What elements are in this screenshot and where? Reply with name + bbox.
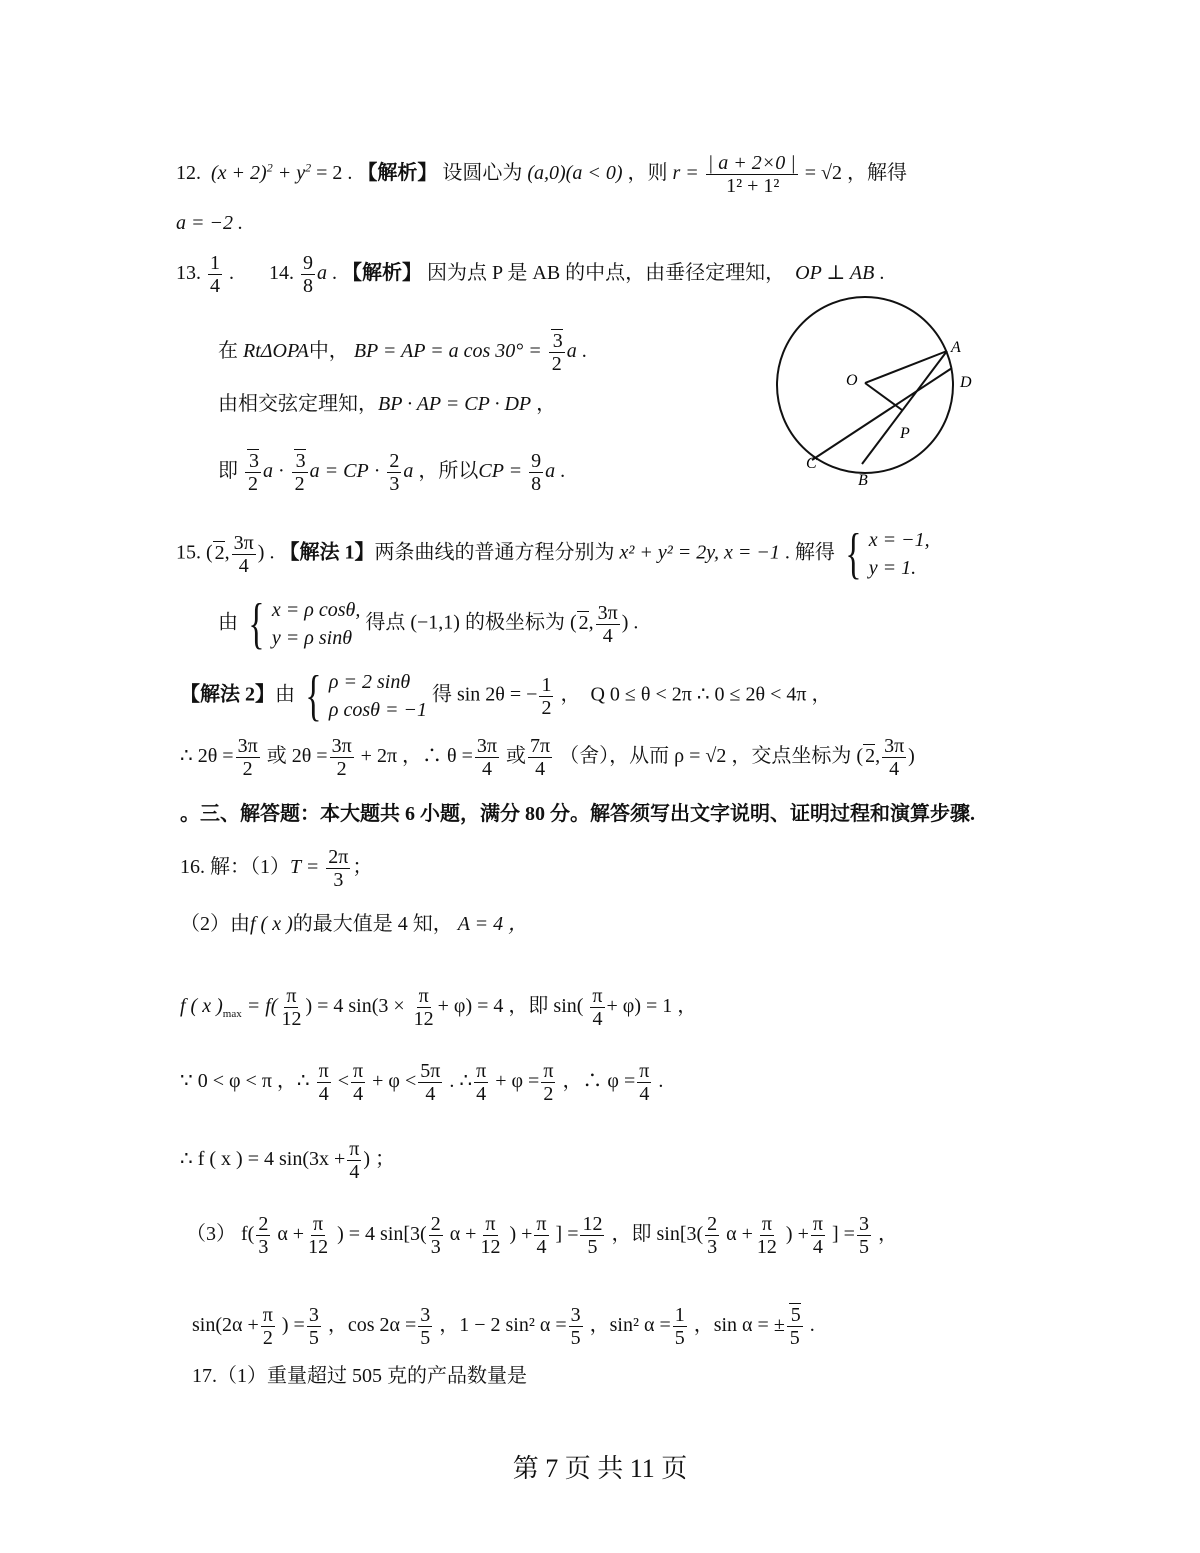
fraction-14: $\frac{9}{8}$ xyxy=(303,252,313,297)
eq-12: $(x + 2)^2 + y^2$ xyxy=(211,160,312,185)
answer-15-line4: ∴ 2θ = $\frac{3\pi}{2}$ 或 2θ = $\frac{3\pi}{2}$ + 2π ，∴ θ = $\frac{3\pi}{4}$ 或 $\frac{7\pi}{4}$ （舍），从而 ρ = √2 ，交点坐标为 ( 2, $\frac{3\pi}{4}$ ) xyxy=(180,735,915,780)
answer-17: 17.（1）重量超过 505 克的产品数量是 xyxy=(192,1365,527,1387)
fraction-13: $\frac{1}{4}$ xyxy=(210,252,220,297)
answer-16-part2: （2）由f ( x )的最大值是 4 知， A = 4 ， xyxy=(180,913,529,935)
answer-16-line5: ∴ f ( x ) = 4 sin(3x + $\frac{\pi}{4}$ ) ； xyxy=(180,1138,396,1183)
segment-op xyxy=(865,383,902,410)
answer-14-line3: 即 $\frac{3}{2}$ a · $\frac{3}{2}$ a = CP · $\frac{2}{3}$ a ，所以CP = $\frac{9}{8}$ a . xyxy=(218,450,566,495)
answer-16-line3: f ( x )$_{max} = f$( $\frac{\pi}{12}$ ) = 4 sin(3 × $\frac{\pi}{12}$ + φ) = 4 ，即 sin( $\frac{\pi}{4}$ + φ) = 1 ， xyxy=(180,985,698,1030)
answer-14-line1: 在 RtΔOPA中， BP = AP = a cos 30° = $\frac{3}{2}$ a . xyxy=(218,330,587,375)
page-footer: 第 7 页 共 11 页 xyxy=(512,1454,688,1483)
circle-diagram xyxy=(770,290,1000,490)
section-3-heading: 。三、解答题：本大题共 6 小题，满分 80 分。解答须写出文字说明、证明过程和演算步骤. xyxy=(180,803,975,825)
answer-16-line4: ∵ 0 < φ < π ，∴ $\frac{\pi}{4}$ < $\frac{\pi}{4}$ + φ < $\frac{5\pi}{4}$ . ∴ $\frac{\pi}{4}$ + φ = $\frac{\pi}{2}$ ，∴ φ = $\frac{\pi}{4}$ . xyxy=(180,1060,664,1105)
label-p: P xyxy=(900,425,910,442)
answer-13-14: 13. $\frac{1}{4}$ . 14. $\frac{9}{8}$ a . 【解析】 因为点 P 是 AB 的中点，由垂径定理知， OP ⊥ AB . xyxy=(176,252,885,297)
label-d: D xyxy=(960,374,972,391)
label-c: C xyxy=(806,455,817,472)
answer-16-part3: （3） f( $\frac{2}{3}$ α + $\frac{\pi}{12}$ ) = 4 sin[3( $\frac{2}{3}$ α + $\frac{\pi}{12}$ ) + $\frac{\pi}{4}$ ] = $\frac{12}{5}$ ，即 sin[3( $\frac{2}{3}$ α + $\frac{\pi}{12}$ ) + $\frac{\pi}{4}$ ] = $\frac{3}{5}$ ， xyxy=(186,1213,898,1258)
label-b: B xyxy=(858,472,868,489)
answer-15-line2: 由 { x = ρ cosθ, y = ρ sinθ 得点 (−1,1) 的极坐标为 ( 2, $\frac{3\pi}{4}$ ) . xyxy=(218,593,639,655)
fraction-radius: $\frac{| a + 2\times 0 |}{\text{1² + 1²}}$ xyxy=(707,152,796,197)
answer-16-part1: 16. 解：（1）T = $\frac{2\pi}{3}$ ； xyxy=(180,846,373,891)
answer-15-line1: 15. ( 2, $\frac{3\pi}{4}$ ) . 【解法 1】两条曲线的普通方程分别为 x² + y² = 2y, x = −1 . 解得 { x = −1, y = 1. xyxy=(176,523,930,585)
answer-15-line3: 【解法 2】由 { ρ = 2 sinθ ρ cosθ = −1 得 sin 2θ = − $\frac{1}{2}$ ， Q 0 ≤ θ < 2π ∴ 0 ≤ 2θ < 4π ， xyxy=(180,665,832,727)
answer-14-line2: 由相交弦定理知，BP · AP = CP · DP ， xyxy=(218,393,557,415)
answer-16-line7: sin(2α + $\frac{\pi}{2}$ ) = $\frac{3}{5}$ ，cos 2α = $\frac{3}{5}$ ，1 − 2 sin² α = $\frac{3}{5}$ ，sin² α = $\frac{1}{5}$ ，sin α = ± $\frac{5}{5}$ . xyxy=(192,1304,815,1349)
label-a: A xyxy=(951,339,961,356)
answer-12: 12. $(x + 2)^2 + y^2 = 2$ . 【解析】 设圆心为 (a,0)(a < 0) ，则 r = $\frac{| a + 2\times 0 |}{\text{1² + 1²}}$ = √2 ，解得 xyxy=(176,152,908,197)
chord-cd xyxy=(812,368,952,460)
answer-12-result: a = −2 . xyxy=(176,212,243,234)
label-o: O xyxy=(846,372,858,389)
